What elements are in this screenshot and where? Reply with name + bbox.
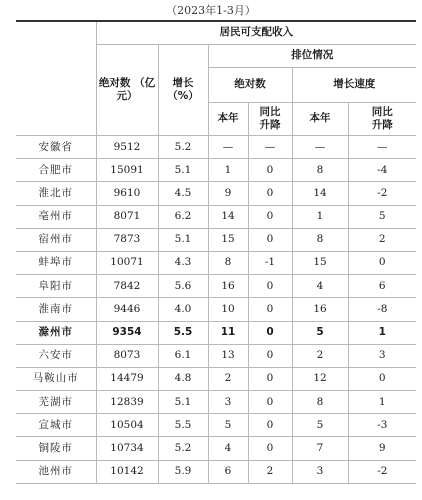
this-year-header-1: 本年: [208, 103, 248, 136]
growth-header-label: 增长: [172, 76, 194, 89]
region-name: 淮南市: [16, 298, 96, 321]
region-name: 安徽省: [16, 136, 96, 159]
growth-rank: 2: [292, 344, 348, 367]
table-row: [16, 391, 416, 414]
growth-value: 5.1: [158, 159, 208, 182]
abs-rank-change: 0: [248, 228, 292, 251]
growth-rank-change: 0: [348, 251, 416, 274]
abs-rank-change: 0: [248, 367, 292, 390]
growth-value: 5.5: [158, 321, 208, 344]
absolute-value: 10504: [96, 414, 158, 437]
growth-rank-change: -2: [348, 460, 416, 483]
table-row: [16, 367, 416, 390]
group-header: 居民可支配收入: [96, 21, 416, 45]
yoy-header-1-line2: 升降: [259, 119, 281, 131]
growth-value: 4.0: [158, 298, 208, 321]
absolute-header: [96, 45, 158, 136]
growth-rank: 1: [292, 205, 348, 228]
region-name: 合肥市: [16, 159, 96, 182]
growth-rank: 8: [292, 228, 348, 251]
absolute-value: 15091: [96, 159, 158, 182]
table-row: [16, 205, 416, 228]
growth-rank-change: —: [348, 136, 416, 159]
absolute-value: 9354: [96, 321, 158, 344]
growth-rank-change: 5: [348, 205, 416, 228]
abs-rank-change: 0: [248, 205, 292, 228]
table-row: [16, 437, 416, 460]
abs-rank-change: 0: [248, 321, 292, 344]
region-name: 宿州市: [16, 228, 96, 251]
growth-rank: 4: [292, 275, 348, 298]
abs-rank: 1: [208, 159, 248, 182]
abs-rank-change: -1: [248, 251, 292, 274]
absolute-value: 9512: [96, 136, 158, 159]
abs-rank: 14: [208, 205, 248, 228]
absolute-value: 10734: [96, 437, 158, 460]
region-name: 滁州市: [16, 321, 96, 344]
region-name: 芜湖市: [16, 391, 96, 414]
abs-rank-change: 2: [248, 460, 292, 483]
abs-rank-change: 0: [248, 275, 292, 298]
region-name: 铜陵市: [16, 437, 96, 460]
abs-rank-change: 0: [248, 391, 292, 414]
absolute-header-label: 绝对数: [98, 76, 131, 89]
growth-rank: 12: [292, 367, 348, 390]
growth-value: 4.8: [158, 367, 208, 390]
region-name: 宣城市: [16, 414, 96, 437]
header-row-1: [16, 21, 416, 45]
corner-cell: [16, 21, 96, 136]
growth-rank: 16: [292, 298, 348, 321]
growth-rank-change: 9: [348, 437, 416, 460]
growth-header: [158, 45, 208, 136]
abs-rank-change: —: [248, 136, 292, 159]
region-name: 淮北市: [16, 182, 96, 205]
region-name: 阜阳市: [16, 275, 96, 298]
abs-rank: 9: [208, 182, 248, 205]
table-row: [16, 251, 416, 274]
table-row: [16, 298, 416, 321]
absolute-value: 7873: [96, 228, 158, 251]
growth-rank: —: [292, 136, 348, 159]
growth-rank: 5: [292, 414, 348, 437]
absolute-value: 7842: [96, 275, 158, 298]
table-row: [16, 228, 416, 251]
abs-rank-change: 0: [248, 182, 292, 205]
abs-rank: 13: [208, 344, 248, 367]
abs-rank: 3: [208, 391, 248, 414]
ranking-header: 排位情况: [208, 45, 416, 68]
growth-rank-change: -3: [348, 414, 416, 437]
abs-rank-change: 0: [248, 159, 292, 182]
abs-rank: —: [208, 136, 248, 159]
growth-value: 5.9: [158, 460, 208, 483]
abs-rank: 11: [208, 321, 248, 344]
region-name: 池州市: [16, 460, 96, 483]
growth-rank-change: 3: [348, 344, 416, 367]
abs-rank: 2: [208, 367, 248, 390]
region-name: 六安市: [16, 344, 96, 367]
growth-value: 6.1: [158, 344, 208, 367]
table-row: [16, 460, 416, 483]
table-row: [16, 344, 416, 367]
abs-rank: 6: [208, 460, 248, 483]
growth-value: 5.1: [158, 391, 208, 414]
table-row: [16, 414, 416, 437]
region-name: 亳州市: [16, 205, 96, 228]
abs-rank: 8: [208, 251, 248, 274]
growth-value: 5.5: [158, 414, 208, 437]
table-row: [16, 182, 416, 205]
absolute-value: 12839: [96, 391, 158, 414]
absolute-value: 10071: [96, 251, 158, 274]
abs-rank-change: 0: [248, 344, 292, 367]
growth-rank: 3: [292, 460, 348, 483]
growth-rank: 8: [292, 159, 348, 182]
absolute-value: 9610: [96, 182, 158, 205]
growth-value: 4.3: [158, 251, 208, 274]
absolute-value: 9446: [96, 298, 158, 321]
abs-rank: 5: [208, 414, 248, 437]
abs-rank: 10: [208, 298, 248, 321]
abs-rank-change: 0: [248, 298, 292, 321]
growth-rank: 8: [292, 391, 348, 414]
growth-rank: 7: [292, 437, 348, 460]
rank-growth-header: 增长速度: [292, 68, 416, 103]
rank-absolute-header: 绝对数: [208, 68, 292, 103]
yoy-header-1: [248, 103, 292, 136]
growth-rank-change: -8: [348, 298, 416, 321]
growth-value: 5.2: [158, 136, 208, 159]
absolute-value: 10142: [96, 460, 158, 483]
growth-value: 4.5: [158, 182, 208, 205]
growth-rank: 14: [292, 182, 348, 205]
growth-header-unit: （%）: [167, 90, 199, 102]
yoy-header-2: [348, 103, 416, 136]
abs-rank: 15: [208, 228, 248, 251]
growth-value: 5.6: [158, 275, 208, 298]
growth-rank: 5: [292, 321, 348, 344]
yoy-header-2-line2: 升降: [371, 119, 393, 131]
abs-rank-change: 0: [248, 437, 292, 460]
growth-rank: 15: [292, 251, 348, 274]
absolute-value: 8071: [96, 205, 158, 228]
abs-rank-change: 0: [248, 414, 292, 437]
growth-rank-change: 1: [348, 321, 416, 344]
absolute-value: 14479: [96, 367, 158, 390]
growth-rank-change: 1: [348, 391, 416, 414]
growth-rank-change: -2: [348, 182, 416, 205]
region-name: 马鞍山市: [16, 367, 96, 390]
abs-rank: 16: [208, 275, 248, 298]
income-ranking-table: [16, 20, 416, 484]
growth-value: 5.1: [158, 228, 208, 251]
yoy-header-1-line1: 同比: [259, 105, 281, 118]
growth-rank-change: -4: [348, 159, 416, 182]
absolute-header-unit: （亿元）: [116, 76, 156, 102]
yoy-header-2-line1: 同比: [371, 105, 393, 118]
region-name: 蚌埠市: [16, 251, 96, 274]
growth-rank-change: 2: [348, 228, 416, 251]
period-subtitle: （2023年1-3月）: [166, 4, 256, 17]
growth-value: 6.2: [158, 205, 208, 228]
table-row: [16, 159, 416, 182]
growth-value: 5.2: [158, 437, 208, 460]
table-row: [16, 275, 416, 298]
growth-rank-change: 0: [348, 367, 416, 390]
abs-rank: 4: [208, 437, 248, 460]
this-year-header-2: 本年: [292, 103, 348, 136]
absolute-value: 8073: [96, 344, 158, 367]
table-row: [16, 136, 416, 159]
table-row: [16, 321, 416, 344]
growth-rank-change: 6: [348, 275, 416, 298]
